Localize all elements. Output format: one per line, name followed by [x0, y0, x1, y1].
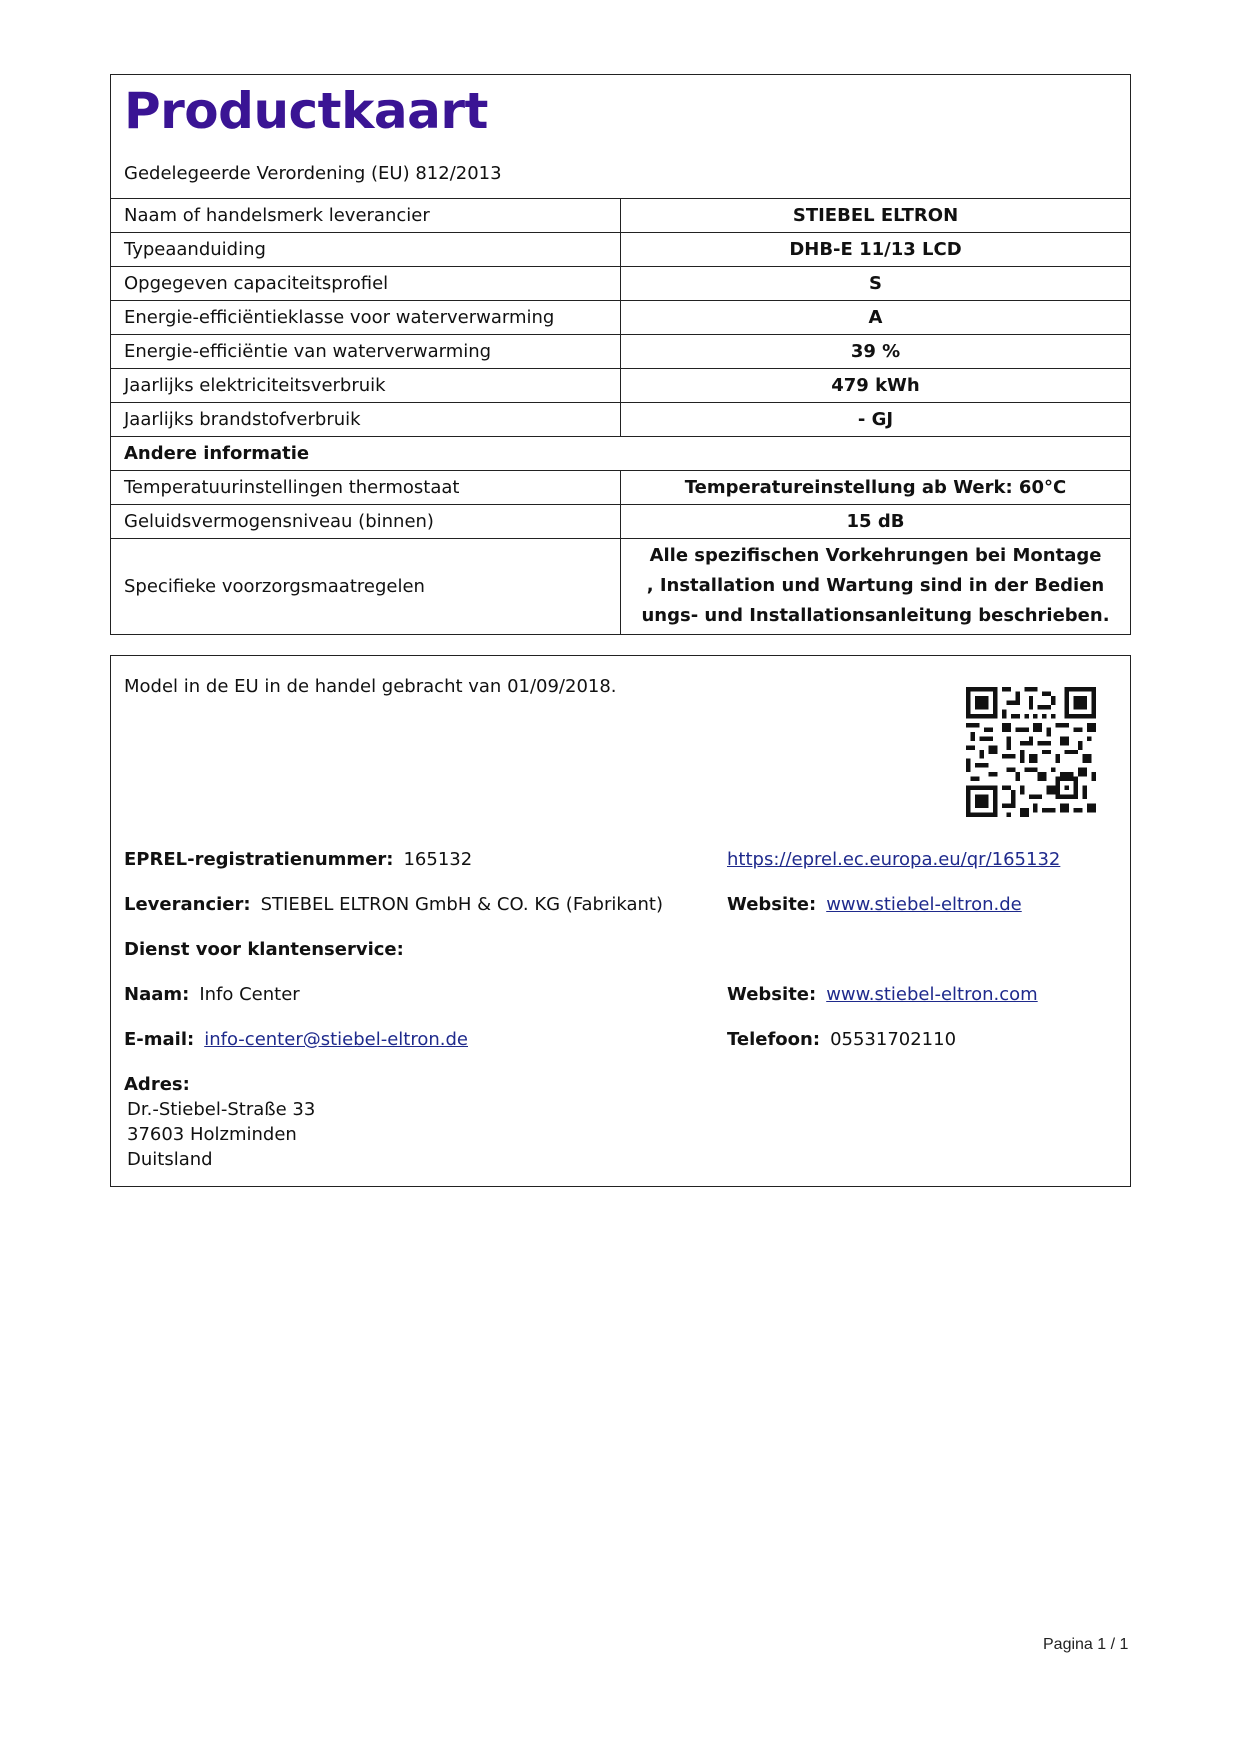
- row-label: Opgegeven capaciteitsprofiel: [111, 267, 621, 301]
- table-row: [111, 505, 1130, 539]
- row-value: STIEBEL ELTRON: [621, 199, 1131, 233]
- website2-link[interactable]: www.stiebel-eltron.com: [826, 984, 1038, 1005]
- email-link[interactable]: info-center@stiebel-eltron.de: [204, 1029, 469, 1050]
- precautions-line: , Installation und Wartung sind in der Bedien: [646, 575, 1105, 597]
- website2-label: Website:: [727, 984, 817, 1005]
- website-line: [727, 894, 1022, 915]
- row-value: Temperatureinstellung ab Werk: 60°C: [621, 471, 1131, 505]
- phone-line: [727, 1029, 956, 1050]
- row-label: Energie-efficiëntie van waterverwarming: [111, 335, 621, 369]
- table-row: [111, 335, 1130, 369]
- regulation-subtitle: Gedelegeerde Verordening (EU) 812/2013: [124, 163, 502, 184]
- supplier-value: STIEBEL ELTRON GmbH & CO. KG (Fabrikant): [260, 894, 664, 915]
- row-label: Naam of handelsmerk leverancier: [111, 199, 621, 233]
- precautions-line: ungs- und Installationsanleitung beschrieben.: [641, 605, 1110, 627]
- section-other-info: Andere informatie: [111, 437, 1130, 471]
- supplier-label: Leverancier:: [124, 894, 251, 915]
- qr-code-icon[interactable]: [966, 687, 1096, 817]
- product-card: [110, 74, 1131, 635]
- table-row: [111, 539, 1130, 634]
- name-value: Info Center: [199, 984, 300, 1005]
- address-line-3: Duitsland: [127, 1149, 213, 1170]
- page-title: Productkaart: [124, 82, 488, 140]
- website-label: Website:: [727, 894, 817, 915]
- address-line-2: 37603 Holzminden: [127, 1124, 297, 1145]
- table-row: [111, 267, 1130, 301]
- row-value: DHB-E 11/13 LCD: [621, 233, 1131, 267]
- customer-service-label: Dienst voor klantenservice:: [124, 939, 404, 960]
- row-label: Energie-efficiëntieklasse voor waterverwarming: [111, 301, 621, 335]
- row-value: A: [621, 301, 1131, 335]
- row-value: 39 %: [621, 335, 1131, 369]
- email-label: E-mail:: [124, 1029, 195, 1050]
- row-value: [621, 539, 1131, 634]
- page-number: Pagina 1 / 1: [1043, 1636, 1129, 1653]
- table-row: [111, 471, 1130, 505]
- row-label: Jaarlijks elektriciteitsverbruik: [111, 369, 621, 403]
- email-line: [124, 1029, 468, 1050]
- row-value: 479 kWh: [621, 369, 1131, 403]
- row-label: Geluidsvermogensniveau (binnen): [111, 505, 621, 539]
- address-label-line: [124, 1074, 200, 1095]
- market-date-text: Model in de EU in de handel gebracht van 01/09/2018.: [124, 676, 617, 697]
- row-label: Typeaanduiding: [111, 233, 621, 267]
- table-row: [111, 233, 1130, 267]
- info-card: [110, 655, 1131, 1187]
- address-label: Adres:: [124, 1074, 190, 1095]
- table-row: [111, 403, 1130, 437]
- address-line-1: Dr.-Stiebel-Straße 33: [127, 1099, 316, 1120]
- table-row: [111, 301, 1130, 335]
- phone-label: Telefoon:: [727, 1029, 821, 1050]
- eprel-line: [124, 849, 472, 870]
- spec-table: [111, 198, 1130, 634]
- card-header: [111, 75, 1130, 198]
- row-label: Specifieke voorzorgsmaatregelen: [111, 539, 621, 634]
- row-value: S: [621, 267, 1131, 301]
- precautions-line: Alle spezifischen Vorkehrungen bei Montage: [649, 545, 1102, 567]
- row-label: Temperatuurinstellingen thermostaat: [111, 471, 621, 505]
- customer-service-line: [124, 939, 414, 960]
- section-header-row: [111, 437, 1130, 471]
- table-row: [111, 199, 1130, 233]
- eprel-link-line: [727, 849, 1060, 870]
- row-value: - GJ: [621, 403, 1131, 437]
- name-label: Naam:: [124, 984, 190, 1005]
- table-row: [111, 369, 1130, 403]
- website2-line: [727, 984, 1038, 1005]
- eprel-value: 165132: [403, 849, 473, 870]
- name-line: [124, 984, 300, 1005]
- website-link[interactable]: www.stiebel-eltron.de: [826, 894, 1022, 915]
- row-value: 15 dB: [621, 505, 1131, 539]
- eprel-label: EPREL-registratienummer:: [124, 849, 394, 870]
- eprel-link[interactable]: https://eprel.ec.europa.eu/qr/165132: [727, 849, 1061, 870]
- supplier-line: [124, 894, 663, 915]
- phone-value: 05531702110: [830, 1029, 957, 1050]
- row-label: Jaarlijks brandstofverbruik: [111, 403, 621, 437]
